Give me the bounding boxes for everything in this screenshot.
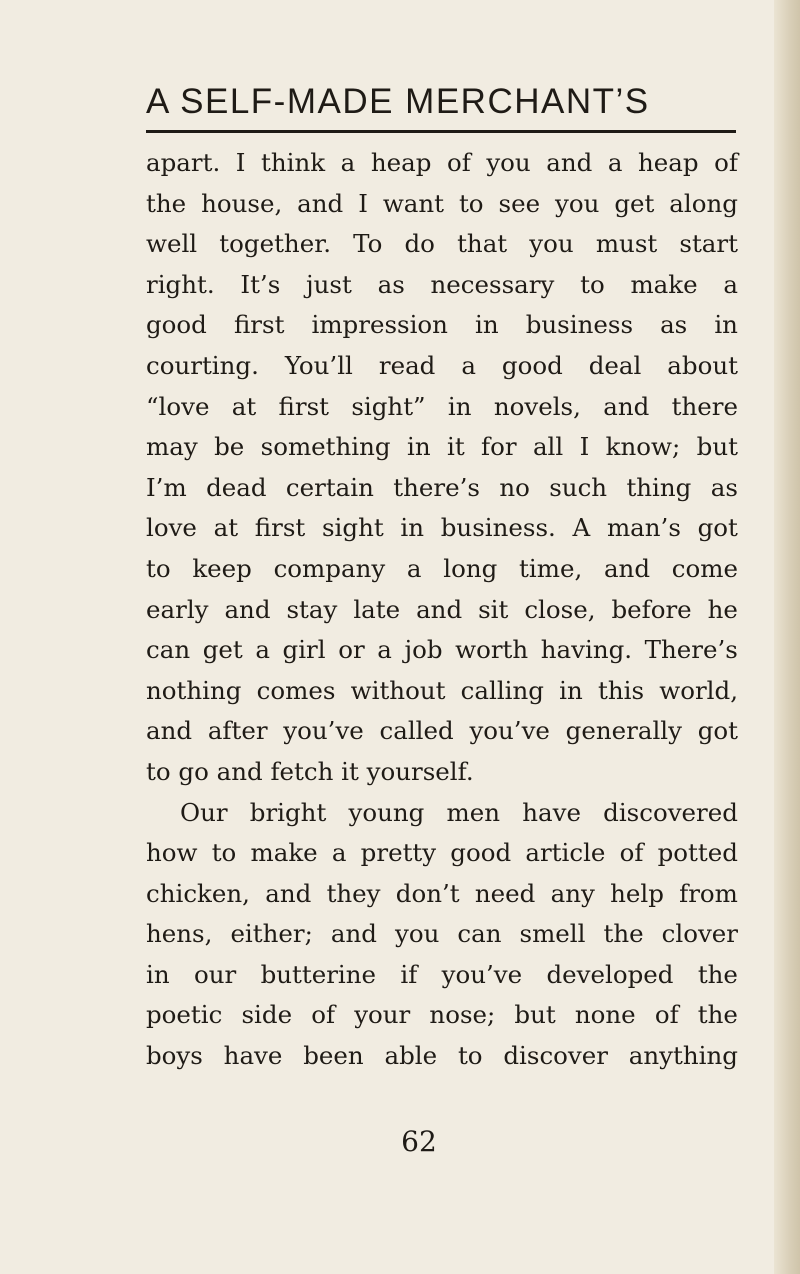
word: developed — [546, 959, 674, 989]
word: heap — [370, 148, 432, 177]
word: you — [394, 919, 440, 949]
word: Our — [180, 797, 228, 827]
word: as — [710, 472, 738, 502]
word: first — [278, 391, 330, 421]
word: side — [241, 1000, 293, 1030]
text-line — [146, 711, 738, 752]
word: To — [353, 229, 383, 259]
word: about — [667, 350, 738, 380]
word: read — [378, 350, 436, 380]
word: and — [224, 594, 271, 624]
word: before — [611, 594, 692, 624]
word: as — [377, 269, 405, 299]
text-line — [146, 914, 738, 955]
text-line — [146, 143, 738, 184]
word: see — [498, 188, 541, 218]
word: calling — [460, 675, 544, 705]
word: butterine — [260, 959, 377, 989]
word: or — [338, 635, 365, 665]
word: right. — [146, 269, 215, 299]
word: get — [202, 635, 243, 665]
word: good — [146, 310, 207, 340]
text-line — [146, 468, 738, 509]
word: article — [525, 838, 606, 868]
word: necessary — [430, 269, 555, 299]
word: have — [223, 1041, 283, 1071]
word: in — [559, 675, 583, 705]
text-line — [146, 671, 738, 712]
word: your — [354, 1000, 411, 1030]
word: clover — [661, 919, 738, 949]
word: A — [572, 513, 591, 543]
word: late — [353, 594, 401, 624]
text-line — [146, 184, 738, 225]
word: any — [550, 878, 595, 908]
word: sight” — [351, 391, 426, 421]
word: our — [193, 959, 237, 989]
word: the — [697, 959, 738, 989]
word: a — [607, 148, 623, 177]
word: how — [146, 838, 198, 868]
word: first — [254, 513, 306, 543]
word: can — [146, 635, 191, 665]
text-line — [146, 346, 738, 387]
word: and — [603, 391, 650, 421]
text-line — [146, 874, 738, 915]
word: stay — [286, 594, 338, 624]
word: a — [377, 635, 392, 665]
word: there — [671, 391, 738, 421]
word: together. — [219, 229, 332, 259]
text-line — [146, 508, 738, 549]
word: they — [326, 878, 381, 908]
word: none — [574, 1000, 636, 1030]
word: to — [211, 838, 237, 868]
word: you’ve — [469, 716, 550, 746]
word: as — [660, 310, 688, 340]
word: a — [255, 635, 270, 665]
word: poetic — [146, 1000, 223, 1030]
word: love — [146, 513, 197, 543]
word: man’s — [606, 513, 681, 543]
word: anything — [628, 1041, 738, 1071]
word: a — [406, 553, 422, 583]
word: thing — [626, 472, 692, 502]
word: in — [447, 391, 472, 421]
word: but — [696, 432, 738, 462]
word: job — [404, 635, 443, 665]
word: apart. — [146, 148, 221, 177]
text-line — [146, 305, 738, 346]
word: a — [723, 269, 738, 299]
word: well — [146, 229, 198, 259]
word: either; — [230, 919, 313, 949]
text-line — [146, 549, 738, 590]
word: think — [261, 148, 326, 177]
word: a — [340, 148, 356, 177]
word: of — [619, 838, 644, 868]
word: do — [404, 229, 435, 259]
text-line — [146, 793, 738, 834]
word: from — [679, 878, 738, 908]
word: you — [529, 229, 574, 259]
word: novels, — [493, 391, 581, 421]
word: been — [303, 1041, 364, 1071]
word: know; — [605, 432, 681, 462]
word: there’s — [393, 472, 480, 502]
word: want — [382, 188, 445, 218]
text-line — [146, 590, 738, 631]
word: deal — [588, 350, 642, 380]
text-line — [146, 1036, 738, 1077]
word: in — [406, 432, 431, 462]
word: certain — [285, 472, 374, 502]
word: you’ve — [441, 959, 523, 989]
word: can — [457, 919, 502, 949]
word: and — [330, 919, 377, 949]
word: you — [486, 148, 531, 177]
word: chicken, — [146, 878, 250, 908]
word: a — [331, 838, 347, 868]
text-line: to go and fetch it yourself. — [146, 756, 474, 786]
text-line — [146, 995, 738, 1036]
word: young — [348, 797, 425, 827]
word: early — [146, 594, 209, 624]
text-line — [146, 224, 738, 265]
word: nose; — [429, 1000, 496, 1030]
word: men — [446, 797, 501, 827]
word: for — [481, 432, 517, 462]
word: of — [654, 1000, 679, 1030]
word: all — [532, 432, 564, 462]
word: may — [146, 432, 198, 462]
word: at — [213, 513, 239, 543]
word: You’ll — [284, 350, 353, 380]
word: must — [595, 229, 658, 259]
word: after — [207, 716, 268, 746]
word: don’t — [395, 878, 460, 908]
word: I — [235, 148, 246, 177]
word: you’ve — [283, 716, 364, 746]
text-line — [146, 630, 738, 671]
word: have — [522, 797, 581, 827]
word: of — [446, 148, 471, 177]
word: and — [146, 716, 193, 746]
word: be — [214, 432, 245, 462]
word: along — [669, 188, 738, 218]
word: called — [379, 716, 454, 746]
word: bright — [249, 797, 327, 827]
word: boys — [146, 1041, 203, 1071]
word: dead — [206, 472, 267, 502]
page-number: 62 — [401, 1125, 437, 1158]
word: you — [555, 188, 600, 218]
text-line — [146, 955, 738, 996]
word: to — [458, 188, 484, 218]
word: smell — [519, 919, 586, 949]
word: start — [679, 229, 738, 259]
word: just — [306, 269, 352, 299]
word: nothing — [146, 675, 242, 705]
word: the — [697, 1000, 738, 1030]
word: make — [630, 269, 698, 299]
word: and — [416, 594, 463, 624]
word: at — [231, 391, 257, 421]
header-rule — [146, 130, 736, 133]
word: of — [714, 148, 738, 177]
word: no — [499, 472, 530, 502]
word: business. — [440, 513, 556, 543]
text-line — [146, 265, 738, 306]
body-text — [146, 143, 738, 1077]
word: such — [549, 472, 608, 502]
word: and — [603, 553, 651, 583]
word: I — [358, 188, 368, 218]
word: company — [273, 553, 386, 583]
word: got — [697, 716, 738, 746]
word: discover — [503, 1041, 608, 1071]
word: good — [450, 838, 512, 868]
word: house, — [201, 188, 283, 218]
word: comes — [256, 675, 336, 705]
word: of — [311, 1000, 336, 1030]
word: he — [707, 594, 738, 624]
word: heap — [638, 148, 699, 177]
word: got — [697, 513, 738, 543]
word: and — [297, 188, 344, 218]
text-line — [146, 387, 738, 428]
word: potted — [657, 838, 738, 868]
word: to — [146, 553, 171, 583]
word: long — [443, 553, 498, 583]
word: keep — [192, 553, 252, 583]
word: first — [233, 310, 285, 340]
word: sight — [321, 513, 384, 543]
word: and — [546, 148, 593, 177]
running-head: A SELF-MADE MERCHANT’S — [146, 82, 650, 121]
word: in — [714, 310, 738, 340]
word: able — [384, 1041, 438, 1071]
word: in — [475, 310, 499, 340]
word: something — [260, 432, 391, 462]
word: impression — [311, 310, 448, 340]
word: if — [400, 959, 418, 989]
word: sit — [478, 594, 509, 624]
word: courting. — [146, 350, 259, 380]
word: come — [671, 553, 738, 583]
word: time, — [519, 553, 583, 583]
word: a — [461, 350, 476, 380]
text-line — [146, 427, 738, 468]
word: it — [446, 432, 465, 462]
word: There’s — [644, 635, 738, 665]
word: without — [350, 675, 446, 705]
page-edge — [774, 0, 800, 1274]
word: world, — [659, 675, 738, 705]
word: that — [457, 229, 508, 259]
word: to — [457, 1041, 483, 1071]
word: It’s — [240, 269, 281, 299]
word: pretty — [360, 838, 437, 868]
word: get — [614, 188, 655, 218]
word: I — [579, 432, 590, 462]
word: help — [610, 878, 664, 908]
word: this — [598, 675, 645, 705]
word: but — [514, 1000, 556, 1030]
word: generally — [565, 716, 682, 746]
word: make — [250, 838, 318, 868]
word: in — [400, 513, 425, 543]
word: and — [265, 878, 312, 908]
word: need — [474, 878, 536, 908]
word: discovered — [603, 797, 738, 827]
word: girl — [282, 635, 326, 665]
text-line — [146, 833, 738, 874]
word: in — [146, 959, 170, 989]
word: having. — [540, 635, 633, 665]
word: the — [146, 188, 187, 218]
word: I’m — [146, 472, 187, 502]
word: business — [525, 310, 634, 340]
word: to — [580, 269, 605, 299]
word: “love — [146, 391, 210, 421]
word: good — [501, 350, 563, 380]
word: worth — [455, 635, 529, 665]
word: hens, — [146, 919, 213, 949]
word: the — [603, 919, 644, 949]
word: close, — [524, 594, 596, 624]
